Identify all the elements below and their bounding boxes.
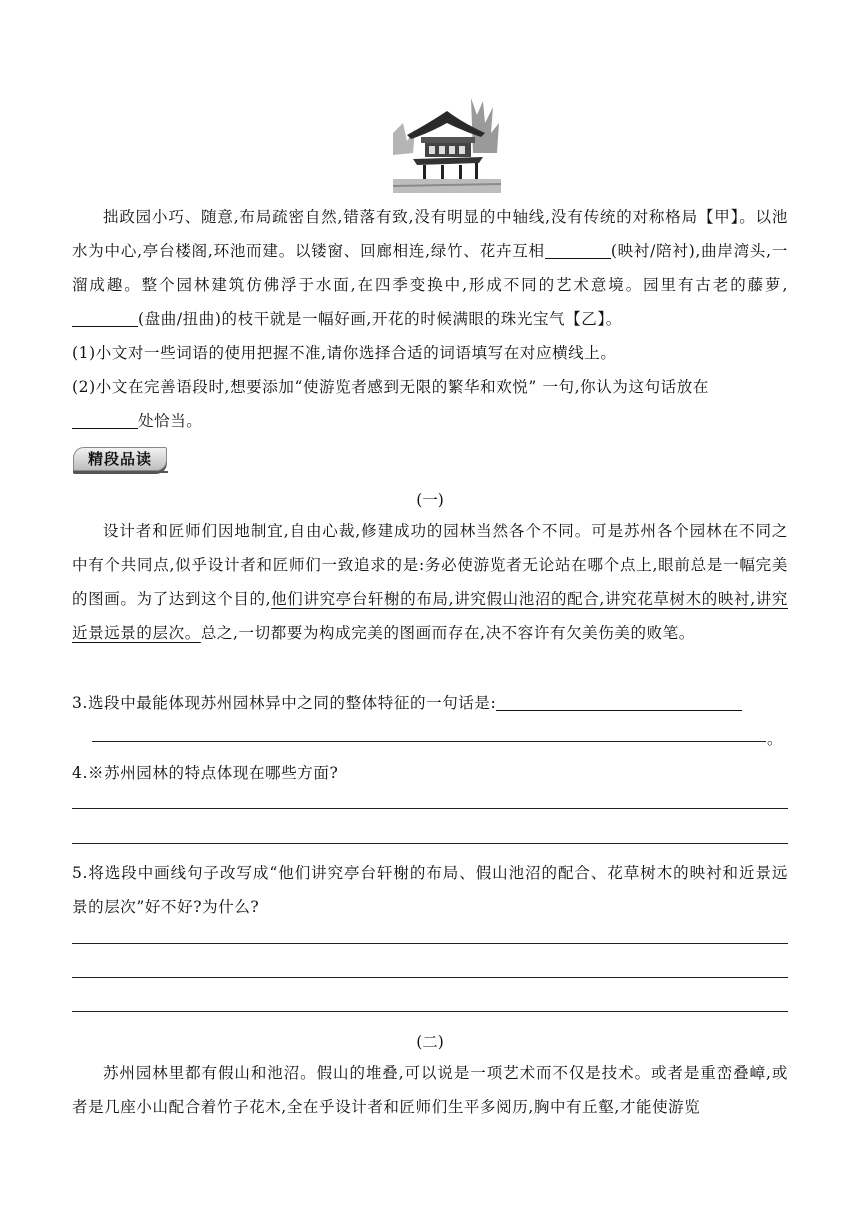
answer-line-q3b[interactable]	[92, 741, 766, 742]
question-5: 5.将选段中画线句子改写成“他们讲究亭台轩榭的布局、假山池沼的配合、花草树木的映衬和近景远景的层次”好不好?为什么?	[72, 864, 788, 916]
intro-text-2: (映衬/陪衬),曲岸湾头,一溜成趣。整个园林建筑仿佛浮于水面,在四季变换中,形成不同的艺术意境。园里有古老的藤萝,	[72, 242, 788, 294]
part-1-heading: (一)	[416, 491, 444, 509]
question-3	[72, 686, 788, 720]
answer-line-q4b[interactable]	[72, 843, 788, 844]
section-badge: 精段品读	[73, 447, 167, 471]
part-1-text: 设计者和匠师们因地制宜,自由心裁,修建成功的园林当然各个不同。可是苏州各个园林在不同之中有个共同点,似乎设计者和匠师们一致追求的是:务必使游览者无论站在哪个点上,眼前总是一幅完美的图画。为了达到这个目的,	[72, 522, 788, 608]
answer-blank-3[interactable]	[72, 410, 138, 429]
question-4: 4.※苏州园林的特点体现在哪些方面?	[72, 764, 339, 782]
section-badge-underline	[73, 471, 168, 473]
part-1-paragraph	[72, 514, 788, 650]
answer-line-q4a[interactable]	[72, 808, 788, 809]
answer-blank-2[interactable]	[72, 308, 138, 327]
underlined-sentence: 他们讲究亭台轩榭的布局,讲究假山池沼的配合,讲究花草树木的映衬,讲究近景远景的层次。	[72, 590, 788, 642]
answer-blank-1[interactable]	[545, 240, 611, 259]
part-2-paragraph: 苏州园林里都有假山和池沼。假山的堆叠,可以说是一项艺术而不仅是技术。或者是重峦叠嶂,或者是几座小山配合着竹子花木,全在乎设计者和匠师们生平多阅历,胸中有丘壑,才能使游览	[72, 1064, 788, 1116]
intro-text-1: 拙政园小巧、随意,布局疏密自然,错落有致,没有明显的中轴线,没有传统的对称格局【甲】。以池水为中心,亭台楼阁,环池而建。以镂窗、回廊相连,绿竹、花卉互相	[72, 208, 788, 260]
question-3-text: 3.选段中最能体现苏州园林异中之同的整体特征的一句话是:	[72, 694, 497, 712]
question-2-text: (2)小文在完善语段时,想要添加“使游览者感到无限的繁华和欢悦” 一句,你认为这句话放在	[72, 378, 709, 396]
question-2	[72, 370, 788, 438]
intro-text-3: (盘曲/扭曲)的枝干就是一幅好画,开花的时候满眼的珠光宝气【乙】。	[138, 310, 622, 328]
part-1-tail: 总之,一切都要为构成完美的图画而存在,决不容许有欠美伤美的败笔。	[200, 624, 695, 642]
question-3-period: 。	[767, 730, 783, 748]
answer-line-q5a[interactable]	[72, 943, 788, 944]
answer-line-q3a[interactable]	[496, 692, 742, 711]
question-1: (1)小文对一些词语的使用把握不准,请你选择合适的词语填写在对应横线上。	[72, 344, 617, 362]
answer-line-q5b[interactable]	[72, 977, 788, 978]
question-2-tail: 处恰当。	[138, 412, 203, 430]
intro-paragraph	[72, 200, 788, 336]
part-2-heading: (二)	[416, 1033, 444, 1051]
answer-line-q5c[interactable]	[72, 1011, 788, 1012]
garden-pavilion-illustration	[393, 93, 501, 193]
